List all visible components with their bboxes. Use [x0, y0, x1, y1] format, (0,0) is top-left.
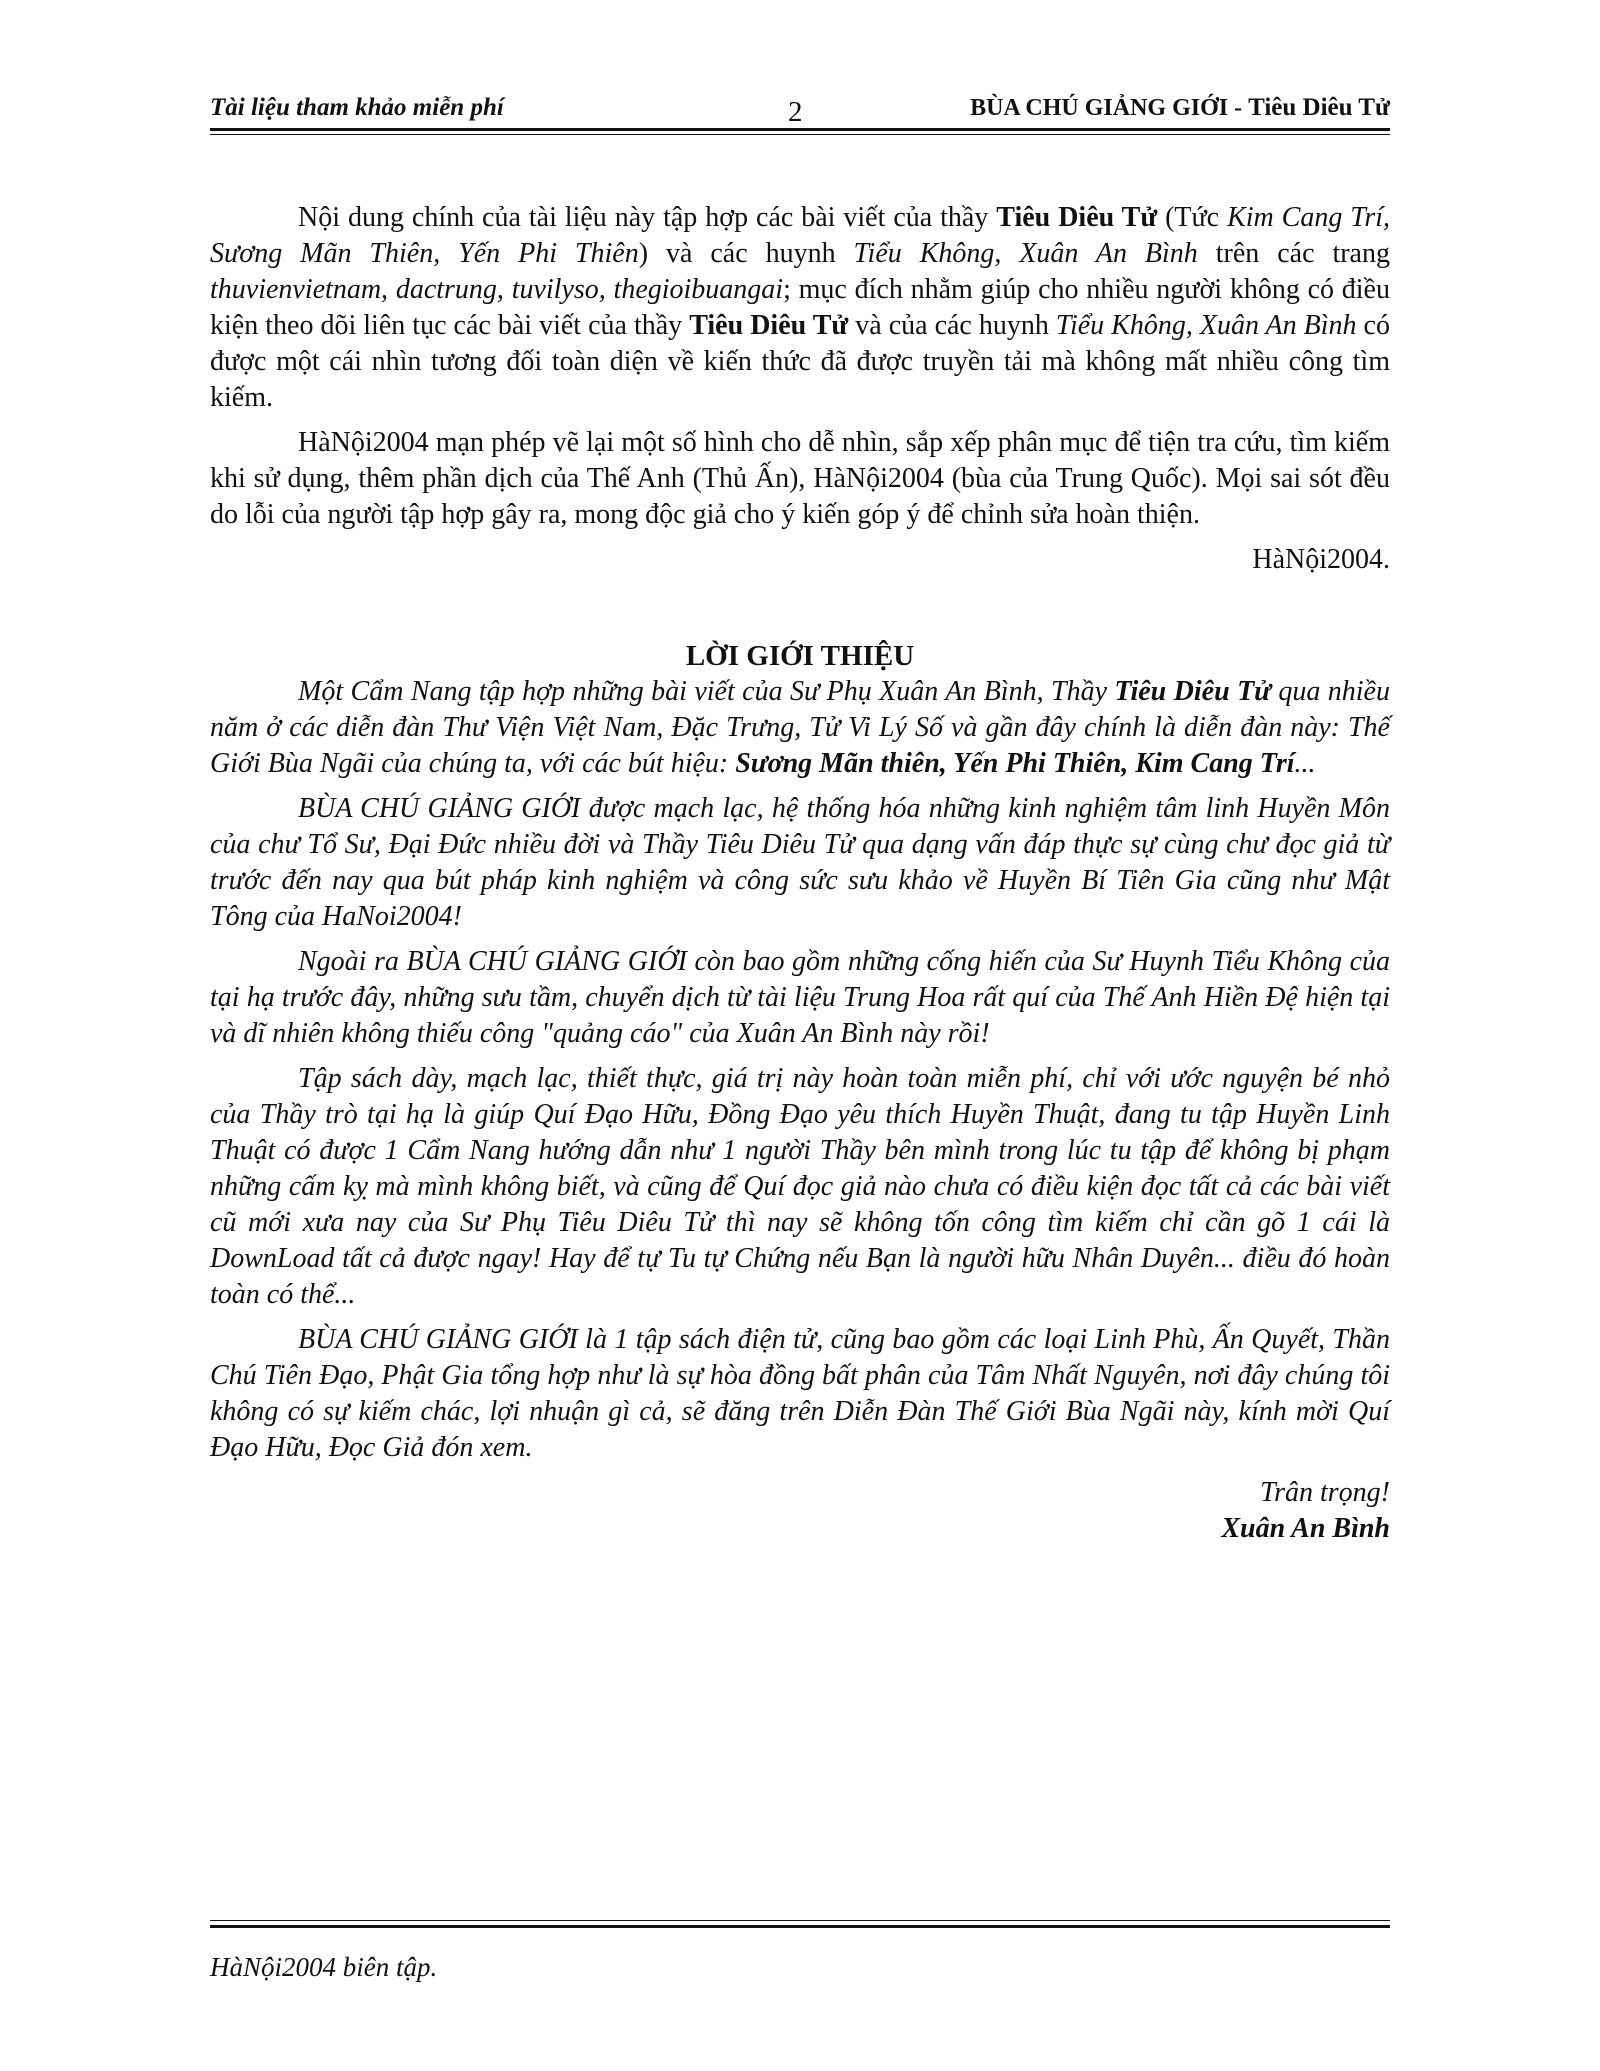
preface-paragraph-1	[210, 200, 1390, 416]
text-run-bold: Tiêu Diêu Tử	[996, 202, 1158, 233]
text-run-italic: Tiểu Không, Xuân An Bình	[853, 238, 1198, 269]
text-run: và của các huynh	[848, 310, 1056, 341]
page-number: 2	[788, 96, 803, 128]
preface-signature: HàNội2004.	[1252, 544, 1390, 575]
text-run-italic: thuvienvietnam, dactrung, tuvilyso, thegioibuangai	[210, 274, 784, 305]
intro-paragraph-5: BÙA CHÚ GIẢNG GIỚI là 1 tập sách điện tử, cũng bao gồm các loại Linh Phù, Ấn Quyết, Thần Chú Tiên Đạo, Phật Gia tổng hợp như là sự hòa đồng bất phân của Tâm Nhất Nguyên, nơi đây chúng tôi không có sự kiếm chác, lợi nhuận gì cả, sẽ đăng trên Diễn Đàn Thế Giới Bùa Ngãi này, kính mời Quí Đạo Hữu, Đọc Giả đón xem.	[210, 1324, 1390, 1463]
text-run-bold: Tiêu Diêu Tử	[1114, 676, 1271, 707]
text-run: ...	[1294, 748, 1316, 779]
text-run: qua nhiều năm ở các diễn đàn Thư Viện Việt Nam, Đặc Trưng, Tử Vi Lý Số và gần đây chính là diễn đàn này: Thế Giới Bùa Ngãi của chúng ta, với các bút hiệu:	[210, 676, 1390, 779]
header-right-text	[970, 94, 1390, 122]
text-run: trên các trang	[1197, 238, 1390, 269]
text-run: Một Cẩm Nang tập hợp những bài viết của Sư Phụ Xuân An Bình, Thầy	[298, 676, 1115, 707]
intro-paragraph-4: Tập sách dày, mạch lạc, thiết thực, giá trị này hoàn toàn miễn phí, chỉ với ước nguyện bé nhỏ của Thầy trò tại hạ là giúp Quí Đạo Hữu, Đồng Đạo yêu thích Huyền Thuật, đang tu tập Huyền Linh Thuật có được 1 Cẩm Nang hướng dẫn như 1 người Thầy bên mình trong lúc tu tập để không bị phạm những cấm kỵ mà mình không biết, và cũng để Quí đọc giả nào chưa có điều kiện đọc tất cả các bài viết cũ mới xưa nay của Sư Phụ Tiêu Diêu Tử thì nay sẽ không tốn công tìm kiếm chỉ cần gõ 1 cái là DownLoad tất cả được ngay! Hay để tự Tu tự Chứng nếu Bạn là người hữu Nhân Duyên... điều đó hoàn toàn có thể...	[210, 1063, 1390, 1310]
page-footer: HàNội2004 biên tập.	[210, 1952, 438, 1982]
intro-paragraph-2: BÙA CHÚ GIẢNG GIỚI được mạch lạc, hệ thống hóa những kinh nghiệm tâm linh Huyền Môn của chư Tổ Sư, Đại Đức nhiều đời và Thầy Tiêu Diêu Tử qua dạng vấn đáp thực sự cùng chư đọc giả từ trước đến nay qua bút pháp kinh nghiệm và công sức sưu khảo về Huyền Bí Tiên Gia cũng như Mật Tông của HaNoi2004!	[210, 793, 1390, 932]
footer-rule-thick	[210, 1925, 1390, 1928]
closing-line: Trân trọng!	[1260, 1477, 1390, 1508]
header-author: Tiêu Diêu Tử	[1248, 94, 1390, 121]
text-run-bold: Sương Mãn thiên, Yến Phi Thiên, Kim Cang Trí	[735, 748, 1295, 779]
footer-rule-thin	[210, 1920, 1390, 1921]
intro-paragraph-1	[210, 674, 1390, 782]
text-run-italic: Kim Cang Trí, Sương Mãn Thiên, Yến Phi Thiên	[210, 202, 1391, 269]
page-header	[210, 94, 1390, 130]
text-run: (Tức	[1157, 202, 1228, 233]
header-rule-thin	[210, 134, 1390, 135]
text-run-bold: Tiêu Diêu Tử	[689, 310, 849, 341]
text-run: ) và các huynh	[638, 238, 854, 269]
author-signature: Xuân An Bình	[1221, 1513, 1390, 1544]
preface-paragraph-2: HàNội2004 mạn phép vẽ lại một số hình cho dễ nhìn, sắp xếp phân mục để tiện tra cứu, tìm kiếm khi sử dụng, thêm phần dịch của Thế Anh (Thủ Ấn), HàNội2004 (bùa của Trung Quốc). Mọi sai sót đều do lỗi của người tập hợp gây ra, mong độc giả cho ý kiến góp ý để chỉnh sửa hoàn thiện.	[210, 427, 1390, 530]
text-run: có được một cái nhìn tương đối toàn diện về kiến thức đã được truyền tải mà không mất nhiều công tìm kiếm.	[210, 310, 1390, 413]
page-body	[210, 200, 1390, 1547]
header-book-title: BÙA CHÚ GIẢNG GIỚI -	[970, 95, 1249, 121]
intro-paragraph-3: Ngoài ra BÙA CHÚ GIẢNG GIỚI còn bao gồm những cống hiến của Sư Huynh Tiểu Không của tại hạ trước đây, những sưu tầm, chuyển dịch từ tài liệu Trung Hoa rất quí của Thế Anh Hiền Đệ hiện tại và dĩ nhiên không thiếu công "quảng cáo" của Xuân An Bình này rồi!	[210, 946, 1390, 1049]
text-run: Nội dung chính của tài liệu này tập hợp các bài viết của thầy	[298, 202, 997, 233]
intro-section	[210, 674, 1390, 1547]
header-left-text: Tài liệu tham khảo miễn phí	[210, 94, 504, 121]
section-title: LỜI GIỚI THIỆU	[685, 640, 915, 672]
header-rule-thick	[210, 128, 1390, 131]
text-run: ; mục đích nhằm giúp cho nhiều người không có điều kiện theo dõi liên tục các bài viết của thầy	[210, 274, 1390, 341]
text-run-italic: Tiểu Không, Xuân An Bình	[1055, 310, 1357, 341]
